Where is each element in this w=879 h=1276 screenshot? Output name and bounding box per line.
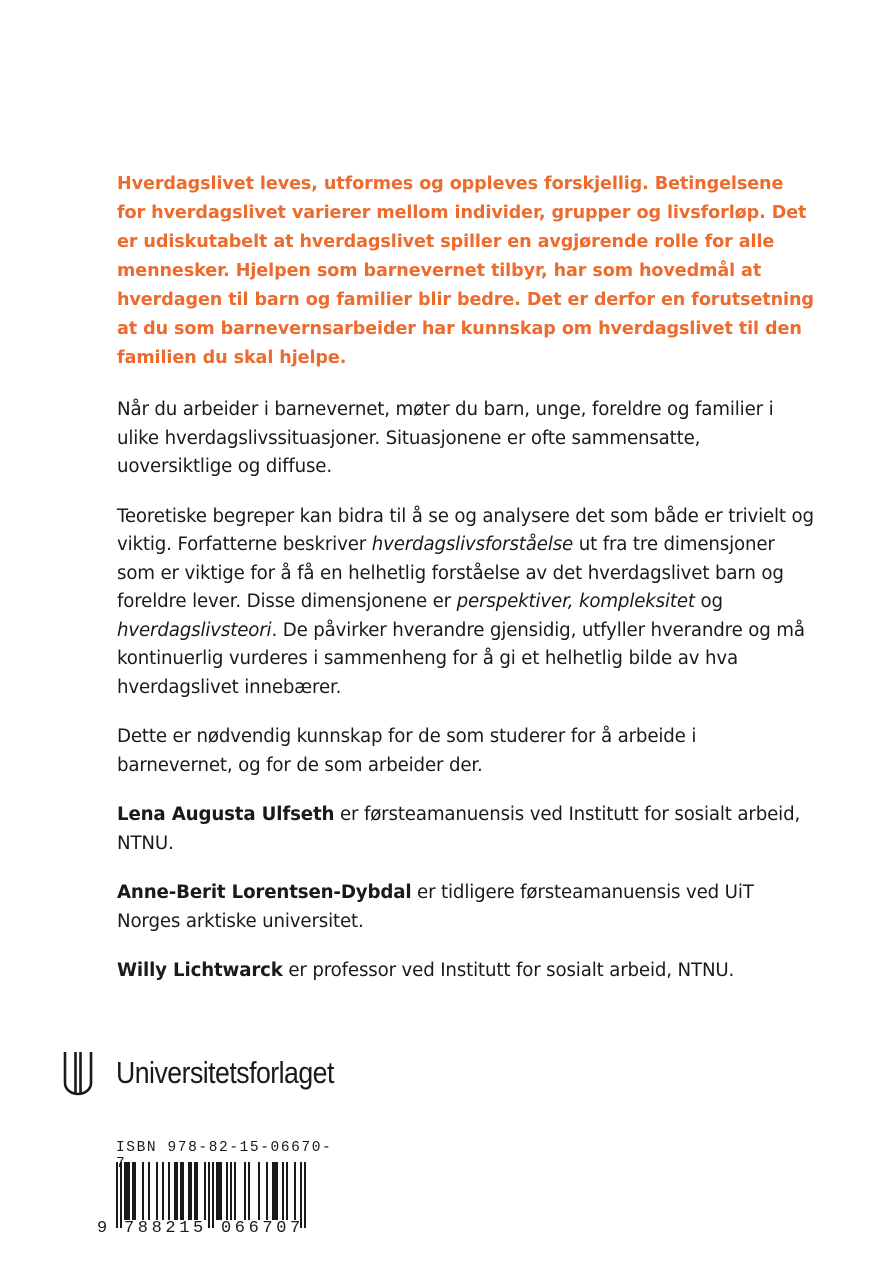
- barcode-bar: [282, 1162, 284, 1220]
- barcode-bar: [258, 1162, 260, 1220]
- barcode-bar: [286, 1162, 288, 1220]
- author-description: er tidligere førsteamanuensis ved UiT Norges arktiske universitet.: [117, 882, 754, 932]
- barcode-bar: [126, 1162, 128, 1220]
- barcode-bar: [230, 1162, 232, 1220]
- back-cover-text: [117, 170, 817, 1007]
- barcode-bar: [156, 1162, 158, 1220]
- barcode-bar: [174, 1162, 176, 1220]
- body-paragraph-1: Når du arbeider i barnevernet, møter du barn, unge, foreldre og familier i ulike hverdagslivssituasjoner. Situasjonene er ofte sammensatte, uoversiktlige og diffuse.: [117, 399, 774, 477]
- emphasis-term: hverdagslivsforståelse: [371, 534, 574, 555]
- author-bio: [117, 879, 817, 936]
- barcode-bar: [116, 1162, 118, 1228]
- barcode-bar: [276, 1162, 278, 1220]
- barcode-bar: [272, 1162, 274, 1220]
- barcode-bar: [132, 1162, 134, 1220]
- barcode-digit-prefix: 9: [97, 1219, 111, 1238]
- barcode-bar: [266, 1162, 268, 1220]
- barcode-bar: [176, 1162, 178, 1220]
- barcode-bar: [304, 1162, 306, 1228]
- barcode-bar: [148, 1162, 150, 1220]
- barcode-bar: [134, 1162, 136, 1220]
- barcode-digits-left: 788215: [124, 1219, 207, 1238]
- barcode-bar: [180, 1162, 182, 1220]
- publisher-name: Universitetsforlaget: [116, 1055, 334, 1090]
- barcode-bar: [234, 1162, 236, 1220]
- barcode-bar: [216, 1162, 218, 1220]
- barcode-bar: [142, 1162, 144, 1220]
- barcode-bar: [196, 1162, 198, 1220]
- barcode-bar: [218, 1162, 220, 1220]
- barcode-bar: [226, 1162, 228, 1220]
- emphasis-term: hverdagslivsteori: [117, 619, 272, 641]
- lead-paragraph: Hverdagslivet leves, utformes og oppleves forskjellig. Betingelsene for hverdagslivet varierer mellom individer, grupper og livsforløp. Det er udiskutabelt at hverdagslivet spiller en avgjørende rolle for alle mennesker. Hjelpen som barnevernet tilbyr, har som hovedmål at hverdagen til barn og familier blir bedre. Det er derfor en forutsetning at du som barnevernsarbeider har kunnskap om hverdagslivet til den familien du skal hjelpe.: [117, 174, 814, 368]
- publisher-block: [62, 1049, 369, 1097]
- text-run: Teoretiske begreper kan bidra til å se og analysere det som både er trivielt og viktig. Forfatterne beskriver: [117, 505, 814, 555]
- barcode-bar: [190, 1162, 192, 1220]
- author-description: er professor ved Institutt for sosialt arbeid, NTNU.: [282, 960, 735, 981]
- barcode-bar: [124, 1162, 126, 1220]
- barcode-bar: [188, 1162, 190, 1220]
- barcode-bar: [182, 1162, 184, 1220]
- author-description: er førsteamanuensis ved Institutt for sosialt arbeid, NTNU.: [117, 804, 801, 854]
- text-run: og: [694, 591, 723, 612]
- author-bio: [117, 957, 817, 986]
- author-name: Anne-Berit Lorentsen-Dybdal: [117, 882, 412, 903]
- barcode-bar: [248, 1162, 250, 1220]
- barcode-bar: [208, 1162, 210, 1228]
- barcode-bar: [274, 1162, 276, 1220]
- author-name: Lena Augusta Ulfseth: [117, 804, 335, 825]
- barcode-bar: [212, 1162, 214, 1228]
- text-run: . De påvirker hverandre gjensidig, utfyller hverandre og må kontinuerlig vurderes i sammenheng for å gi et helhetlig bilde av hva hverdagslivet innebærer.: [117, 619, 805, 698]
- barcode-bar: [128, 1162, 130, 1220]
- barcode-bar: [120, 1162, 122, 1228]
- author-bio: [117, 801, 817, 858]
- isbn-label: ISBN 978-82-15-06670-: [116, 1140, 333, 1156]
- barcode-digits-right: 066707: [221, 1219, 304, 1238]
- text-run: ut fra tre dimensjoner som er viktige for å få en helhetlig forståelse av det hverdagslivet barn og foreldre lever. Disse dimensjonene er: [117, 534, 784, 612]
- barcode-bar: [162, 1162, 164, 1220]
- emphasis-term: perspektiver, kompleksitet: [456, 591, 695, 612]
- barcode-bar: [294, 1162, 296, 1220]
- barcode-bar: [244, 1162, 246, 1220]
- barcode-bar: [204, 1162, 206, 1220]
- author-name: Willy Lichtwarck: [117, 960, 283, 981]
- universitetsforlaget-logo-icon: [62, 1050, 94, 1096]
- barcode-bar: [220, 1162, 222, 1220]
- body-paragraph-2: [117, 503, 817, 703]
- barcode-bar: [168, 1162, 170, 1220]
- barcode-bar: [194, 1162, 196, 1220]
- body-paragraph-3: Dette er nødvendig kunnskap for de som studerer for å arbeide i barnevernet, og for de som arbeider der.: [117, 726, 697, 776]
